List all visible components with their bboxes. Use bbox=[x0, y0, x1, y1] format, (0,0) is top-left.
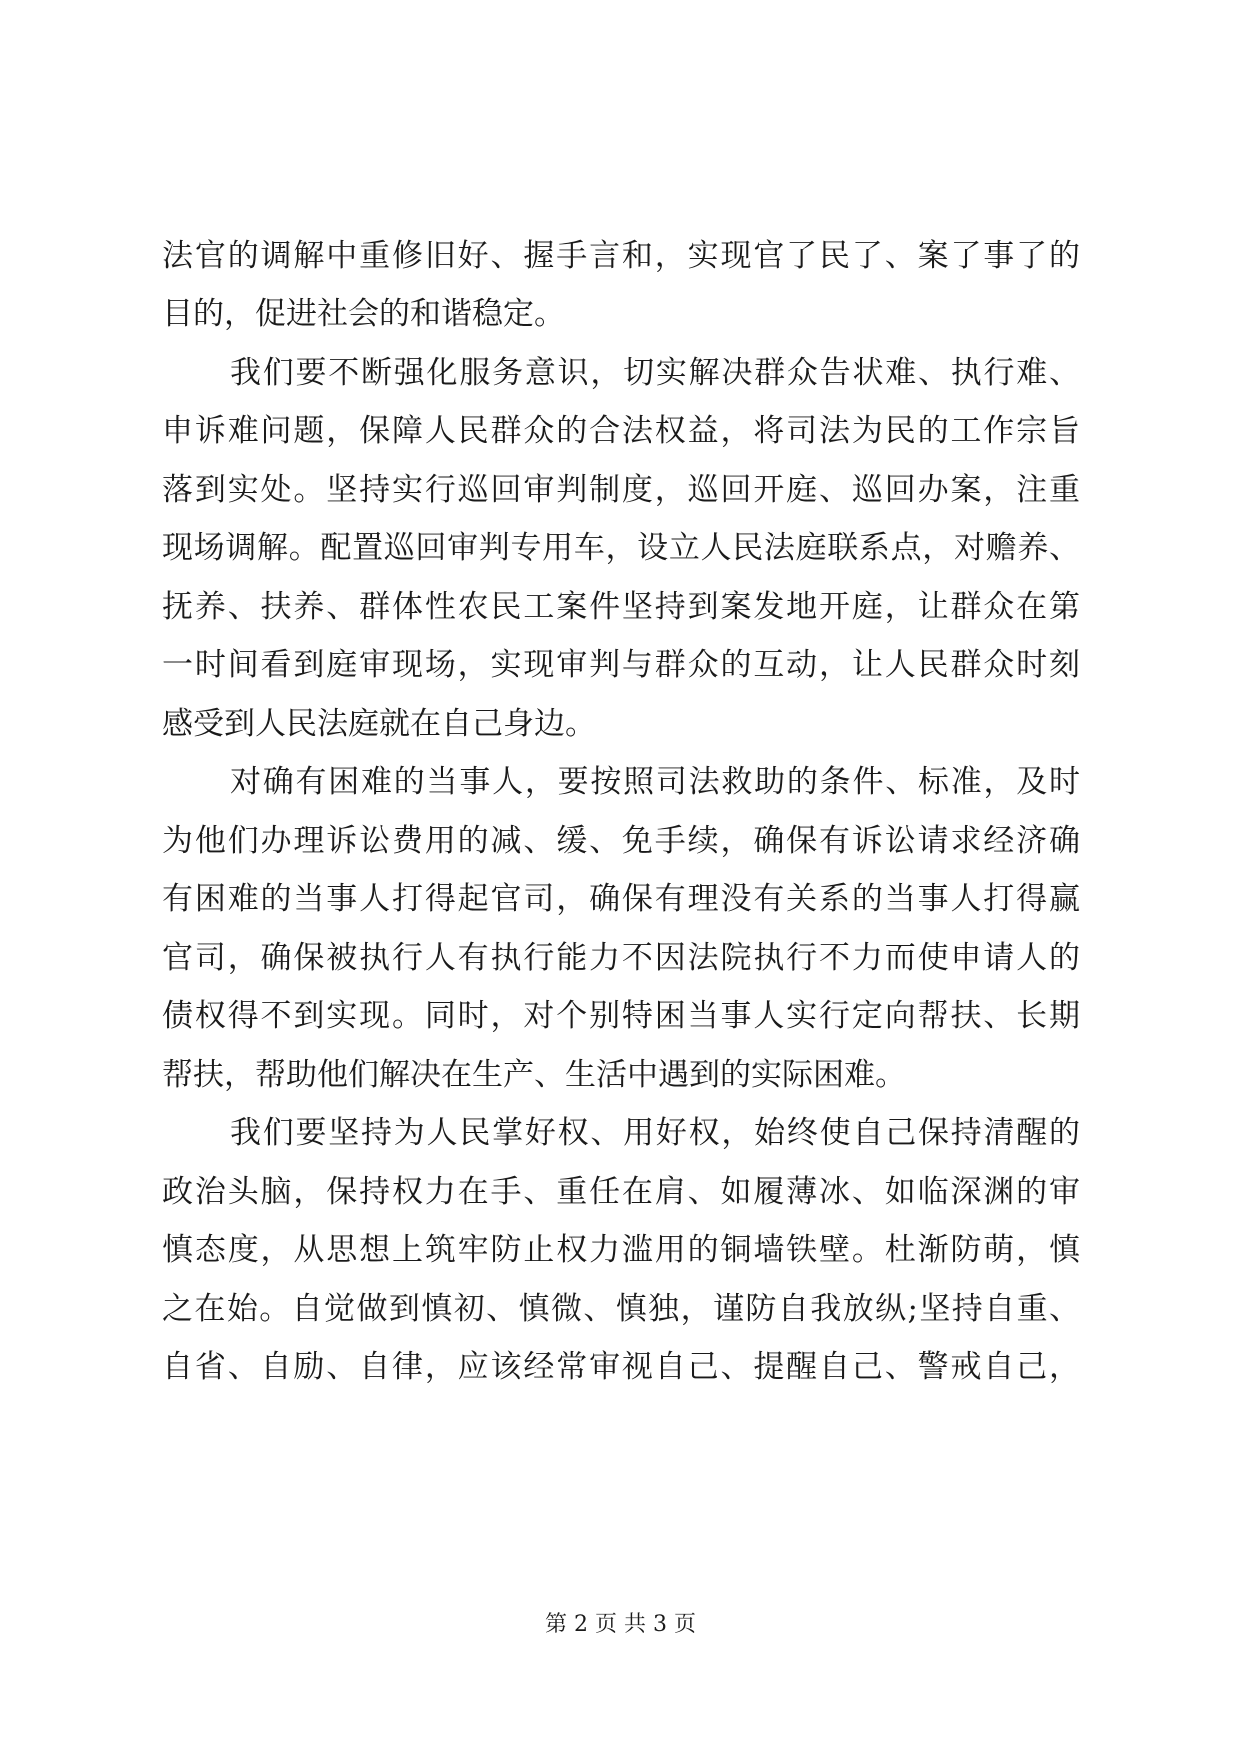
text-line: 帮扶，帮助他们解决在生产、生活中遇到的实际困难。 bbox=[162, 1057, 906, 1093]
text-line: 我们要不断强化服务意识，切实解决群众告状难、执行难、 bbox=[230, 355, 1080, 391]
text-line: 目的，促进社会的和谐稳定。 bbox=[162, 296, 565, 332]
text-line: 一时间看到庭审现场，实现审判与群众的互动，让人民群众时刻 bbox=[162, 647, 1080, 683]
text-line: 债权得不到实现。同时，对个别特困当事人实行定向帮扶、长期 bbox=[162, 998, 1080, 1034]
text-line: 抚养、扶养、群体性农民工案件坚持到案发地开庭，让群众在第 bbox=[162, 589, 1080, 625]
text-line: 之在始。自觉做到慎初、慎微、慎独，谨防自我放纵;坚持自重、 bbox=[162, 1291, 1080, 1327]
text-line: 现场调解。配置巡回审判专用车，设立人民法庭联系点，对赡养、 bbox=[162, 530, 1080, 566]
text-line: 申诉难问题，保障人民群众的合法权益，将司法为民的工作宗旨 bbox=[162, 413, 1080, 449]
page-number-footer: 第 2 页 共 3 页 bbox=[545, 1612, 696, 1637]
text-line: 我们要坚持为人民掌好权、用好权，始终使自己保持清醒的 bbox=[230, 1115, 1080, 1151]
text-line: 感受到人民法庭就在自己身边。 bbox=[162, 706, 596, 742]
text-line: 为他们办理诉讼费用的减、缓、免手续，确保有诉讼请求经济确 bbox=[162, 823, 1080, 859]
text-line: 官司，确保被执行人有执行能力不因法院执行不力而使申请人的 bbox=[162, 940, 1080, 976]
text-line: 法官的调解中重修旧好、握手言和，实现官了民了、案了事了的 bbox=[162, 238, 1080, 274]
text-line: 落到实处。坚持实行巡回审判制度，巡回开庭、巡回办案，注重 bbox=[162, 472, 1080, 508]
text-line: 慎态度，从思想上筑牢防止权力滥用的铜墙铁壁。杜渐防萌，慎 bbox=[162, 1232, 1080, 1268]
text-line: 政治头脑，保持权力在手、重任在肩、如履薄冰、如临深渊的审 bbox=[162, 1174, 1080, 1210]
text-line: 对确有困难的当事人，要按照司法救助的条件、标准，及时 bbox=[230, 764, 1080, 800]
text-line: 有困难的当事人打得起官司，确保有理没有关系的当事人打得赢 bbox=[162, 881, 1080, 917]
text-line: 自省、自励、自律，应该经常审视自己、提醒自己、警戒自己， bbox=[162, 1349, 1080, 1385]
